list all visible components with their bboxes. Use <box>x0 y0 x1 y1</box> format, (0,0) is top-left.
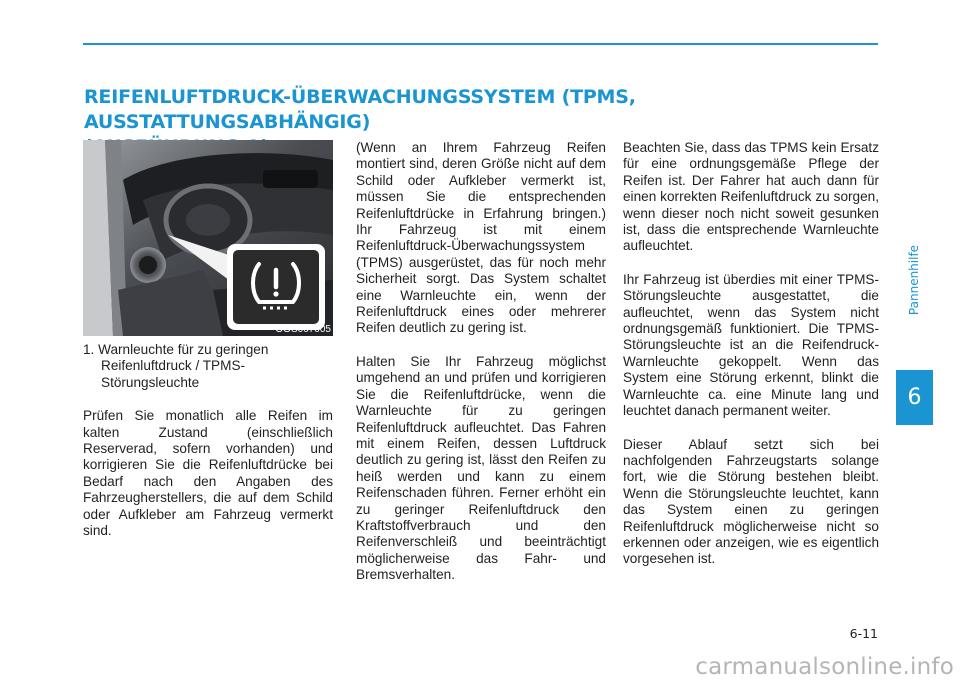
text-column-1 <box>83 342 333 539</box>
dashboard-illustration <box>83 140 333 336</box>
chapter-number-badge[interactable]: 6 <box>896 370 933 425</box>
text-column-3 <box>623 140 879 568</box>
heading-line-1: REIFENLUFTDRUCK-ÜBERWACHUNGSSYSTEM (TPMS, AUSSTATTUNGSABHÄNGIG) <box>84 86 636 133</box>
paragraph: Prüfen Sie monatlich alle Reifen im kalten Zustand (einschließlich Reserverad, sofern vorhanden) und korrigieren Sie die Reifenluftdrücke bei Bedarf nach den Angaben des Fahrzeugherstellers, die auf dem Schild oder Aufkleber am Fahrzeug vermerkt sind. <box>83 408 333 539</box>
paragraph: (Wenn an Ihrem Fahrzeug Reifen montiert sind, deren Größe nicht auf dem Schild oder Aufkleber vermerkt ist, müssen Sie die entsprechenden Reifenluftdrücke in Erfahrung bringen.) Ihr Fahrzeug ist mit einem Reifenluftdruck-Überwachungssystem (TPMS) ausgerüstet, das für noch mehr Sicherheit sorgt. Das System schaltet eine Warnleuchte ein, wenn der Reifenluftdruck eines oder mehrerer Reifen deutlich zu gering ist. <box>356 140 606 336</box>
paragraph: Beachten Sie, dass das TPMS kein Ersatz für eine ordnungsgemäße Pflege der Reifen ist. Der Fahrer hat auch dann für einen korrekten Reifenluftdruck zu sorgen, wenn dieser noch nicht soweit gesunken ist, dass die entsprechende Warnleuchte aufleuchtet. <box>623 140 879 254</box>
paragraph: Halten Sie Ihr Fahrzeug möglichst umgehend an und prüfen und korrigieren Sie die Reifenluftdrücke, wenn die Warnleuchte für zu geringen Reifenluftdruck aufleuchtet. Das Fahren mit einem Reifen, dessen Luftdruck deutlich zu gering ist, lässt den Reifen zu heiß werden und kann zu einem Reifenschaden führen. Ferner erhöht ein zu geringer Reifenluftdruck den Kraftstoffverbrauch und den Reifenverschleiß und beeinträchtigt möglicherweise das Fahr- und Bremsverhalten. <box>356 353 606 583</box>
chapter-title: Pannenhilfe <box>907 244 922 316</box>
top-rule <box>83 43 878 45</box>
dashboard-photo <box>83 140 333 336</box>
text-column-2 <box>356 140 606 584</box>
chapter-side-tab[interactable] <box>896 245 933 315</box>
watermark: carmanualsonline.info <box>695 654 954 680</box>
paragraph: Ihr Fahrzeug ist überdies mit einer TPMS-Störungsleuchte ausgestattet, die aufleuchtet, wenn das System nicht ordnungsgemäß funktioniert. Die TPMS-Störungsleuchte ist an die Reifendruck-Warnleuchte gekoppelt. Wenn das System eine Störung erkennt, blinkt die Warnleuchte ca. eine Minute lang und leuchtet danach permanent weiter. <box>623 271 879 419</box>
paragraph: Dieser Ablauf setzt sich bei nachfolgenden Fahrzeugstarts solange fort, wie die Störung bestehen bleibt. Wenn die Störungsleuchte leuchtet, kann das System einen zu geringen Reifenluftdruck möglicherweise nicht so erkennen oder anzeigen, wie es eigentlich vorgesehen ist. <box>623 436 879 567</box>
figure-code: OOS067005 <box>275 324 331 335</box>
page-number: 6-11 <box>849 626 878 641</box>
figure-caption: 1. Warnleuchte für zu geringen Reifenluftdruck / TPMS-Störungsleuchte <box>83 342 269 390</box>
